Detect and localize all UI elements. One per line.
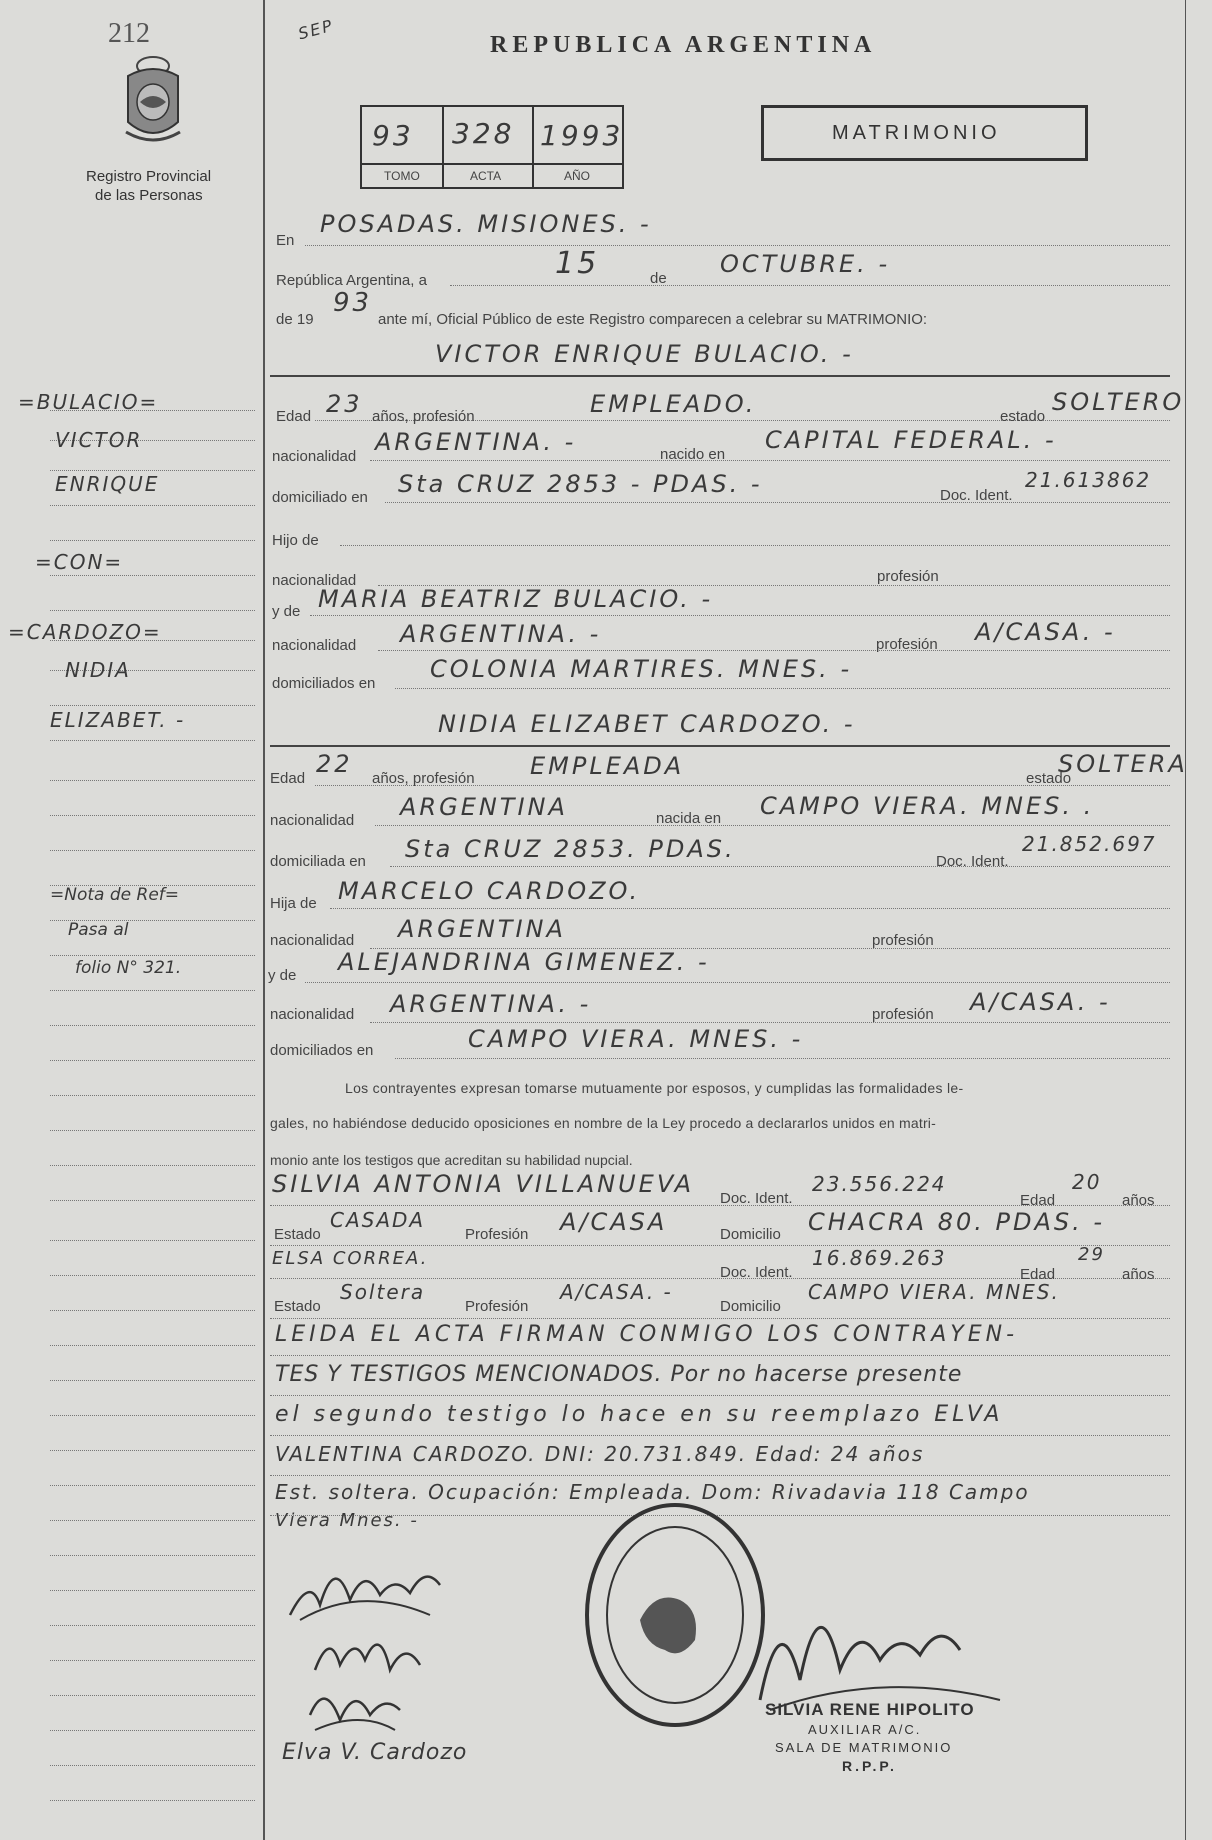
witness2-estado: Soltera <box>340 1280 426 1304</box>
official-title2: SALA DE MATRIMONIO <box>775 1740 953 1755</box>
bride-mother-nationality: ARGENTINA. - <box>390 990 592 1018</box>
bride-estado: SOLTERA <box>1058 750 1188 778</box>
witness1-anos-label: años <box>1122 1192 1155 1209</box>
bride-birthplace: CAMPO VIERA. MNES. . <box>760 792 1095 820</box>
margin-note-3: folio N° 321. <box>75 958 182 978</box>
official-title3: R.P.P. <box>842 1758 897 1774</box>
bride-profession: EMPLEADA <box>530 752 685 780</box>
bride-age: 22 <box>316 750 353 778</box>
groom-estado: SOLTERO <box>1052 388 1185 416</box>
margin-given-groom-2: ENRIQUE <box>55 472 160 496</box>
groom-yde-label: y de <box>272 603 301 620</box>
acta-value: 328 <box>452 117 515 150</box>
groom-mother-nac-label: nacionalidad <box>272 637 357 654</box>
year-suffix: 93 <box>333 288 373 318</box>
declaration-line2: gales, no habiéndose deducido oposiciones en nombre de la Ley procedo a declararlos unidos en matri- <box>270 1115 936 1131</box>
closing-line4: VALENTINA CARDOZO. DNI: 20.731.849. Edad: 24 años <box>275 1442 925 1466</box>
bride-nac-label: nacionalidad <box>270 812 355 829</box>
bride-estado-label: estado <box>1026 770 1072 787</box>
groom-dom-label: domiciliado en <box>272 489 368 506</box>
bride-address: Sta CRUZ 2853. PDAS. <box>405 835 736 863</box>
right-border <box>1185 0 1186 1840</box>
groom-doc: 21.613862 <box>1025 468 1152 492</box>
margin-given-groom-1: VICTOR <box>55 428 143 452</box>
witness1-estado-label: Estado <box>274 1226 321 1243</box>
tomo-value: 93 <box>372 119 414 152</box>
witness2-doc-label: Doc. Ident. <box>720 1264 793 1281</box>
de-label: de <box>650 270 667 287</box>
anio-value: 1993 <box>540 119 624 152</box>
witness1-estado: CASADA <box>330 1208 426 1232</box>
page-number: 212 <box>108 18 150 49</box>
official-title1: AUXILIAR A/C. <box>808 1722 922 1737</box>
declaration-line1: Los contrayentes expresan tomarse mutuamente por esposos, y cumplidas las formalidades le- <box>345 1080 964 1096</box>
witness2-doc: 16.869.263 <box>812 1246 947 1270</box>
closing-line6: Viera Mnes. - <box>275 1510 419 1531</box>
bride-name: NIDIA ELIZABET CARDOZO. - <box>438 710 856 738</box>
witness1-prof-label: Profesión <box>465 1226 529 1243</box>
groom-father-prof-label: profesión <box>877 568 939 585</box>
bride-mother: ALEJANDRINA GIMENEZ. - <box>338 948 710 976</box>
groom-profession: EMPLEADO. <box>590 390 757 418</box>
margin-given-bride-1: NIDIA <box>65 658 131 682</box>
registry-line2: de las Personas <box>95 187 203 204</box>
bride-father-prof-label: profesión <box>872 932 934 949</box>
record-type-label: MATRIMONIO <box>832 122 1001 144</box>
signature-witness <box>300 1675 410 1745</box>
bride-nacida-label: nacida en <box>656 810 722 827</box>
groom-edad-label: Edad <box>276 408 312 425</box>
declaration-line3: monio ante los testigos que acreditan su habilidad nupcial. <box>270 1152 633 1168</box>
groom-anos-label: años, profesión <box>372 408 475 425</box>
country-title: REPUBLICA ARGENTINA <box>490 32 877 58</box>
groom-nationality: ARGENTINA. - <box>375 428 577 456</box>
official-signature <box>740 1560 1020 1720</box>
margin-note-2: Pasa al <box>68 920 129 940</box>
witness1-edad-label: Edad <box>1020 1192 1056 1209</box>
official-name: SILVIA RENE HIPOLITO <box>765 1700 975 1719</box>
bride-parents-dom-label: domiciliados en <box>270 1042 374 1059</box>
groom-parents-address: COLONIA MARTIRES. MNES. - <box>430 655 853 683</box>
groom-mother-prof-label: profesión <box>876 636 938 653</box>
groom-age: 23 <box>326 390 363 418</box>
day: 15 <box>555 246 600 281</box>
republica-label: República Argentina, a <box>276 272 427 289</box>
groom-nacido-label: nacido en <box>660 446 726 463</box>
bride-mother-profession: A/CASA. - <box>970 988 1111 1016</box>
record-type-box <box>761 105 1088 161</box>
record-id-box <box>360 105 624 189</box>
closing-line3: el segundo testigo lo hace en su reemplazo ELVA <box>275 1402 1004 1427</box>
ante-text: ante mí, Oficial Público de este Registro comparecen a celebrar su MATRIMONIO: <box>378 311 928 328</box>
closing-line5: Est. soltera. Ocupación: Empleada. Dom: Rivadavia 118 Campo <box>275 1480 1030 1504</box>
bride-nationality: ARGENTINA <box>400 793 568 821</box>
groom-doc-label: Doc. Ident. <box>940 487 1013 504</box>
signature-elva: Elva V. Cardozo <box>282 1740 468 1765</box>
bride-mother-prof-label: profesión <box>872 1006 934 1023</box>
witness1-name: SILVIA ANTONIA VILLANUEVA <box>272 1170 695 1198</box>
bride-father-nac-label: nacionalidad <box>270 932 355 949</box>
anio-label: AÑO <box>564 169 591 183</box>
groom-father-nac-label: nacionalidad <box>272 572 357 589</box>
year-prefix: de 19 <box>276 311 314 328</box>
groom-hijo-label: Hijo de <box>272 532 319 549</box>
month: OCTUBRE. - <box>720 250 891 278</box>
witness2-profession: A/CASA. - <box>560 1280 673 1304</box>
groom-estado-label: estado <box>1000 408 1046 425</box>
witness1-address: CHACRA 80. PDAS. - <box>808 1208 1106 1236</box>
groom-birthplace: CAPITAL FEDERAL. - <box>765 426 1057 454</box>
bride-hija-label: Hija de <box>270 895 317 912</box>
groom-name: VICTOR ENRIQUE BULACIO. - <box>435 340 854 368</box>
witness2-age: 29 <box>1078 1244 1105 1265</box>
closing-line2: TES Y TESTIGOS MENCIONADOS. Por no hacerse presente <box>275 1362 963 1387</box>
bride-parents-address: CAMPO VIERA. MNES. - <box>468 1025 804 1053</box>
groom-mother: MARIA BEATRIZ BULACIO. - <box>318 585 714 613</box>
witness2-dom-label: Domicilio <box>720 1298 781 1315</box>
margin-con: =CON= <box>35 550 124 574</box>
en-label: En <box>276 232 295 249</box>
coat-of-arms-icon <box>118 52 188 152</box>
margin-border <box>263 0 265 1840</box>
margin-note-1: =Nota de Ref= <box>50 885 180 905</box>
witness2-name: ELSA CORREA. <box>272 1248 429 1269</box>
bride-yde-label: y de <box>268 967 297 984</box>
closing-line1: LEIDA EL ACTA FIRMAN CONMIGO LOS CONTRAYEN- <box>275 1322 1019 1347</box>
acta-label: ACTA <box>470 169 502 183</box>
witness1-doc-label: Doc. Ident. <box>720 1190 793 1207</box>
tomo-label: TOMO <box>384 169 420 183</box>
witness2-edad-label: Edad <box>1020 1266 1056 1283</box>
groom-address: Sta CRUZ 2853 - PDAS. - <box>398 470 763 498</box>
bride-father-nationality: ARGENTINA <box>398 915 566 943</box>
bride-edad-label: Edad <box>270 770 306 787</box>
groom-mother-nationality: ARGENTINA. - <box>400 620 602 648</box>
witness1-profession: A/CASA <box>560 1208 668 1236</box>
bride-mother-nac-label: nacionalidad <box>270 1006 355 1023</box>
bride-doc-label: Doc. Ident. <box>936 853 1009 870</box>
groom-parents-dom-label: domiciliados en <box>272 675 376 692</box>
bride-father: MARCELO CARDOZO. <box>338 877 641 905</box>
witness1-dom-label: Domicilio <box>720 1226 781 1243</box>
margin-surname-bride: =CARDOZO= <box>8 620 162 644</box>
witness1-age: 20 <box>1072 1170 1102 1194</box>
witness2-prof-label: Profesión <box>465 1298 529 1315</box>
witness2-estado-label: Estado <box>274 1298 321 1315</box>
witness2-address: CAMPO VIERA. MNES. <box>808 1280 1060 1304</box>
witness2-anos-label: años <box>1122 1266 1155 1283</box>
witness1-doc: 23.556.224 <box>812 1172 947 1196</box>
place: POSADAS. MISIONES. - <box>320 210 652 238</box>
groom-mother-profession: A/CASA. - <box>975 618 1116 646</box>
bride-anos-label: años, profesión <box>372 770 475 787</box>
margin-surname-groom: =BULACIO= <box>18 390 159 414</box>
groom-nac-label: nacionalidad <box>272 448 357 465</box>
bride-dom-label: domiciliada en <box>270 853 366 870</box>
bride-doc: 21.852.697 <box>1022 832 1157 856</box>
registry-line1: Registro Provincial <box>86 168 212 185</box>
corner-mark: SEP <box>296 15 336 44</box>
margin-given-bride-2: ELIZABET. - <box>50 708 186 732</box>
